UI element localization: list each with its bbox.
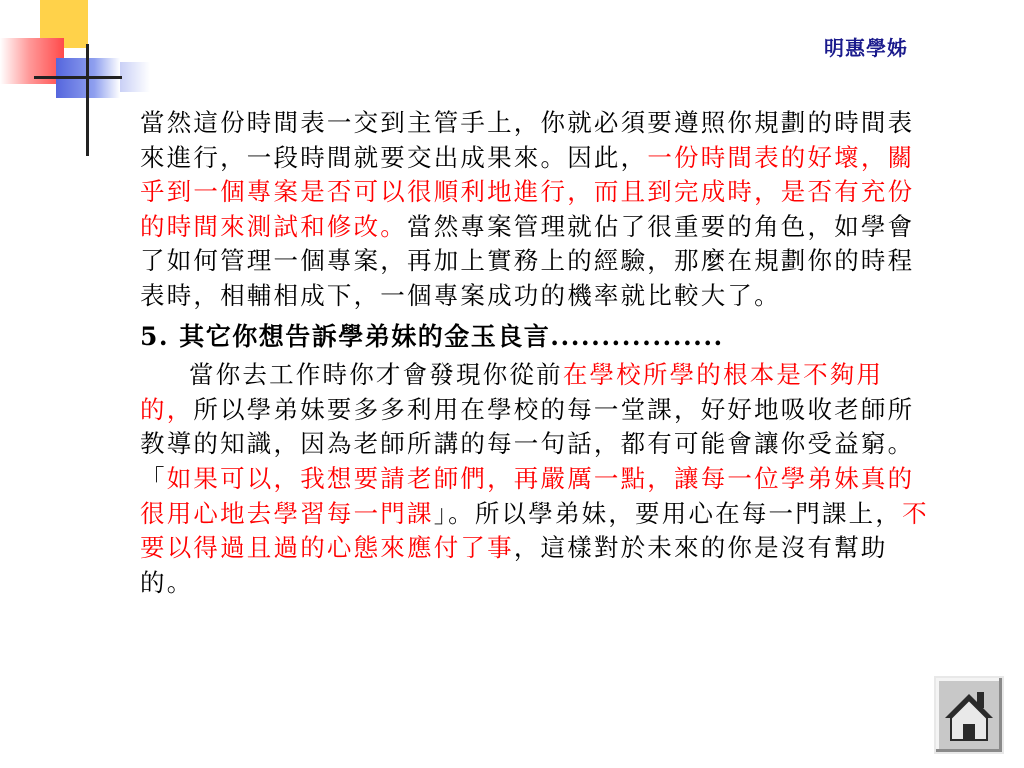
paragraph-advice xyxy=(140,358,930,600)
decorative-vertical-line xyxy=(86,44,89,156)
item-5-heading: 5. 其它你想告訴學弟妹的金玉良言................. xyxy=(140,321,724,351)
paragraph-text: 」。所以學弟妹，要用心在每一門課上， xyxy=(433,498,903,528)
decorative-light-blue-block xyxy=(120,62,150,92)
slide-body xyxy=(140,106,930,600)
home-icon xyxy=(943,688,995,744)
paragraph-text: 當然專案管理就佔了很重要的角色，如學會了如何管理一個專案，再加上實務上的經驗，那麼在規劃你的時程表時，相輔相成下，一個專案成功的機率就比較大了。 xyxy=(140,211,915,310)
home-button[interactable] xyxy=(934,676,1004,754)
slide-author: 明惠學姊 xyxy=(824,36,908,60)
paragraph-text: 當你去工作時你才會發現你從前 xyxy=(189,360,563,390)
paragraph-project-schedule xyxy=(140,106,930,314)
highlighted-text: 不要以得過且過的心態來應付了事 xyxy=(140,498,929,563)
decorative-horizontal-line xyxy=(34,76,122,79)
paragraph-text: 當然這份時間表一交到主管手上，你就必須要遵照你規劃的時間表來進行，一段時間就要交出成果來。因此， xyxy=(140,108,915,172)
highlighted-text: 如果可以，我想要請老師們，再嚴厲一點，讓每一位學弟妹真的很用心地去學習每一門課 xyxy=(140,463,915,528)
paragraph-text: ，這樣對於未來的你是沒有幫助的。 xyxy=(140,533,888,597)
paragraph-text: 所以學弟妹要多多利用在學校的每一堂課，好好地吸收老師所教導的知識，因為老師所講的每一句話，都有可能會讓你受益窮。「 xyxy=(140,394,915,493)
highlighted-text: 在學校所學的根本是不夠用的， xyxy=(140,360,884,424)
highlighted-text: 一份時間表的好壞，關乎到一個專案是否可以很順利地進行，而且到完成時，是否有充份的時間來測試和修改。 xyxy=(140,142,915,241)
